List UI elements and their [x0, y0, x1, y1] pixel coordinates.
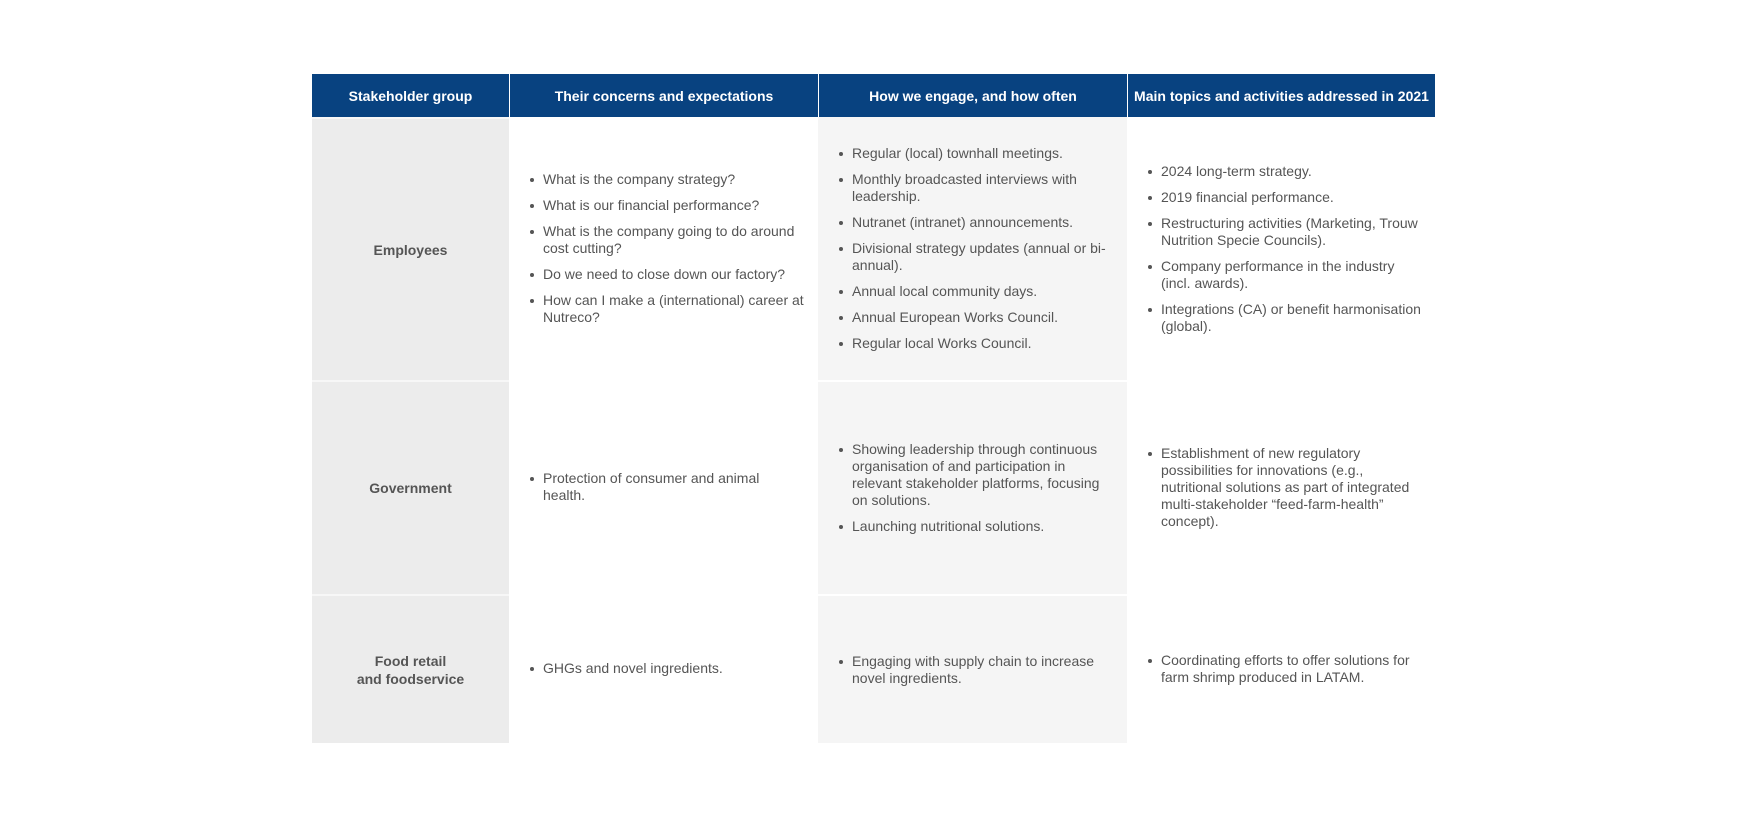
- concerns-list: [529, 470, 804, 504]
- engagement-cell: [818, 594, 1127, 743]
- header-engagement: How we engage, and how often: [818, 74, 1127, 117]
- list-item: What is the company going to do around cost cutting?: [529, 223, 804, 257]
- header-concerns: Their concerns and expectations: [509, 74, 818, 117]
- list-item: Engaging with supply chain to increase novel ingredients.: [838, 653, 1113, 687]
- concerns-cell: [509, 117, 818, 380]
- group-employees: Employees: [312, 117, 509, 380]
- list-item: Regular (local) townhall meetings.: [838, 145, 1113, 162]
- list-item: What is our financial performance?: [529, 197, 804, 214]
- topics-cell: [1127, 594, 1435, 743]
- engagement-list: [838, 145, 1113, 352]
- list-item: Company performance in the industry (incl. awards).: [1147, 258, 1421, 292]
- list-item: What is the company strategy?: [529, 171, 804, 188]
- list-item: Divisional strategy updates (annual or bi-annual).: [838, 240, 1113, 274]
- topics-list: [1147, 163, 1421, 335]
- list-item: Coordinating efforts to offer solutions for farm shrimp produced in LATAM.: [1147, 652, 1421, 686]
- group-food-retail: Food retail and foodservice: [312, 594, 509, 743]
- concerns-list: [529, 171, 804, 326]
- list-item: Do we need to close down our factory?: [529, 266, 804, 283]
- list-item: GHGs and novel ingredients.: [529, 660, 723, 677]
- stakeholder-table: [312, 74, 1435, 743]
- concerns-cell: [509, 594, 818, 743]
- group-government: Government: [312, 380, 509, 594]
- list-item: Regular local Works Council.: [838, 335, 1113, 352]
- list-item: How can I make a (international) career at Nutreco?: [529, 292, 804, 326]
- list-item: Showing leadership through continuous organisation of and participation in relevant stakeholder platforms, focusing on solutions.: [838, 441, 1113, 509]
- list-item: 2019 financial performance.: [1147, 189, 1421, 206]
- engagement-list: [838, 653, 1113, 687]
- engagement-cell: [818, 117, 1127, 380]
- list-item: Restructuring activities (Marketing, Trouw Nutrition Specie Councils).: [1147, 215, 1421, 249]
- concerns-cell: [509, 380, 818, 594]
- engagement-list: [838, 441, 1113, 535]
- list-item: Integrations (CA) or benefit harmonisation (global).: [1147, 301, 1421, 335]
- header-stakeholder-group: Stakeholder group: [312, 74, 509, 117]
- engagement-cell: [818, 380, 1127, 594]
- list-item: Protection of consumer and animal health.: [529, 470, 804, 504]
- list-item: Launching nutritional solutions.: [838, 518, 1113, 535]
- list-item: Nutranet (intranet) announcements.: [838, 214, 1113, 231]
- list-item: Establishment of new regulatory possibilities for innovations (e.g., nutritional solutions as part of integrated multi-stakeholder “feed-farm-health” concept).: [1147, 445, 1421, 530]
- concerns-list: [529, 660, 723, 677]
- topics-list: [1147, 445, 1421, 530]
- list-item: Annual European Works Council.: [838, 309, 1113, 326]
- topics-cell: [1127, 380, 1435, 594]
- topics-list: [1147, 652, 1421, 686]
- header-topics: Main topics and activities addressed in 2021: [1127, 74, 1435, 117]
- list-item: Annual local community days.: [838, 283, 1113, 300]
- topics-cell: [1127, 117, 1435, 380]
- list-item: Monthly broadcasted interviews with leadership.: [838, 171, 1113, 205]
- list-item: 2024 long-term strategy.: [1147, 163, 1421, 180]
